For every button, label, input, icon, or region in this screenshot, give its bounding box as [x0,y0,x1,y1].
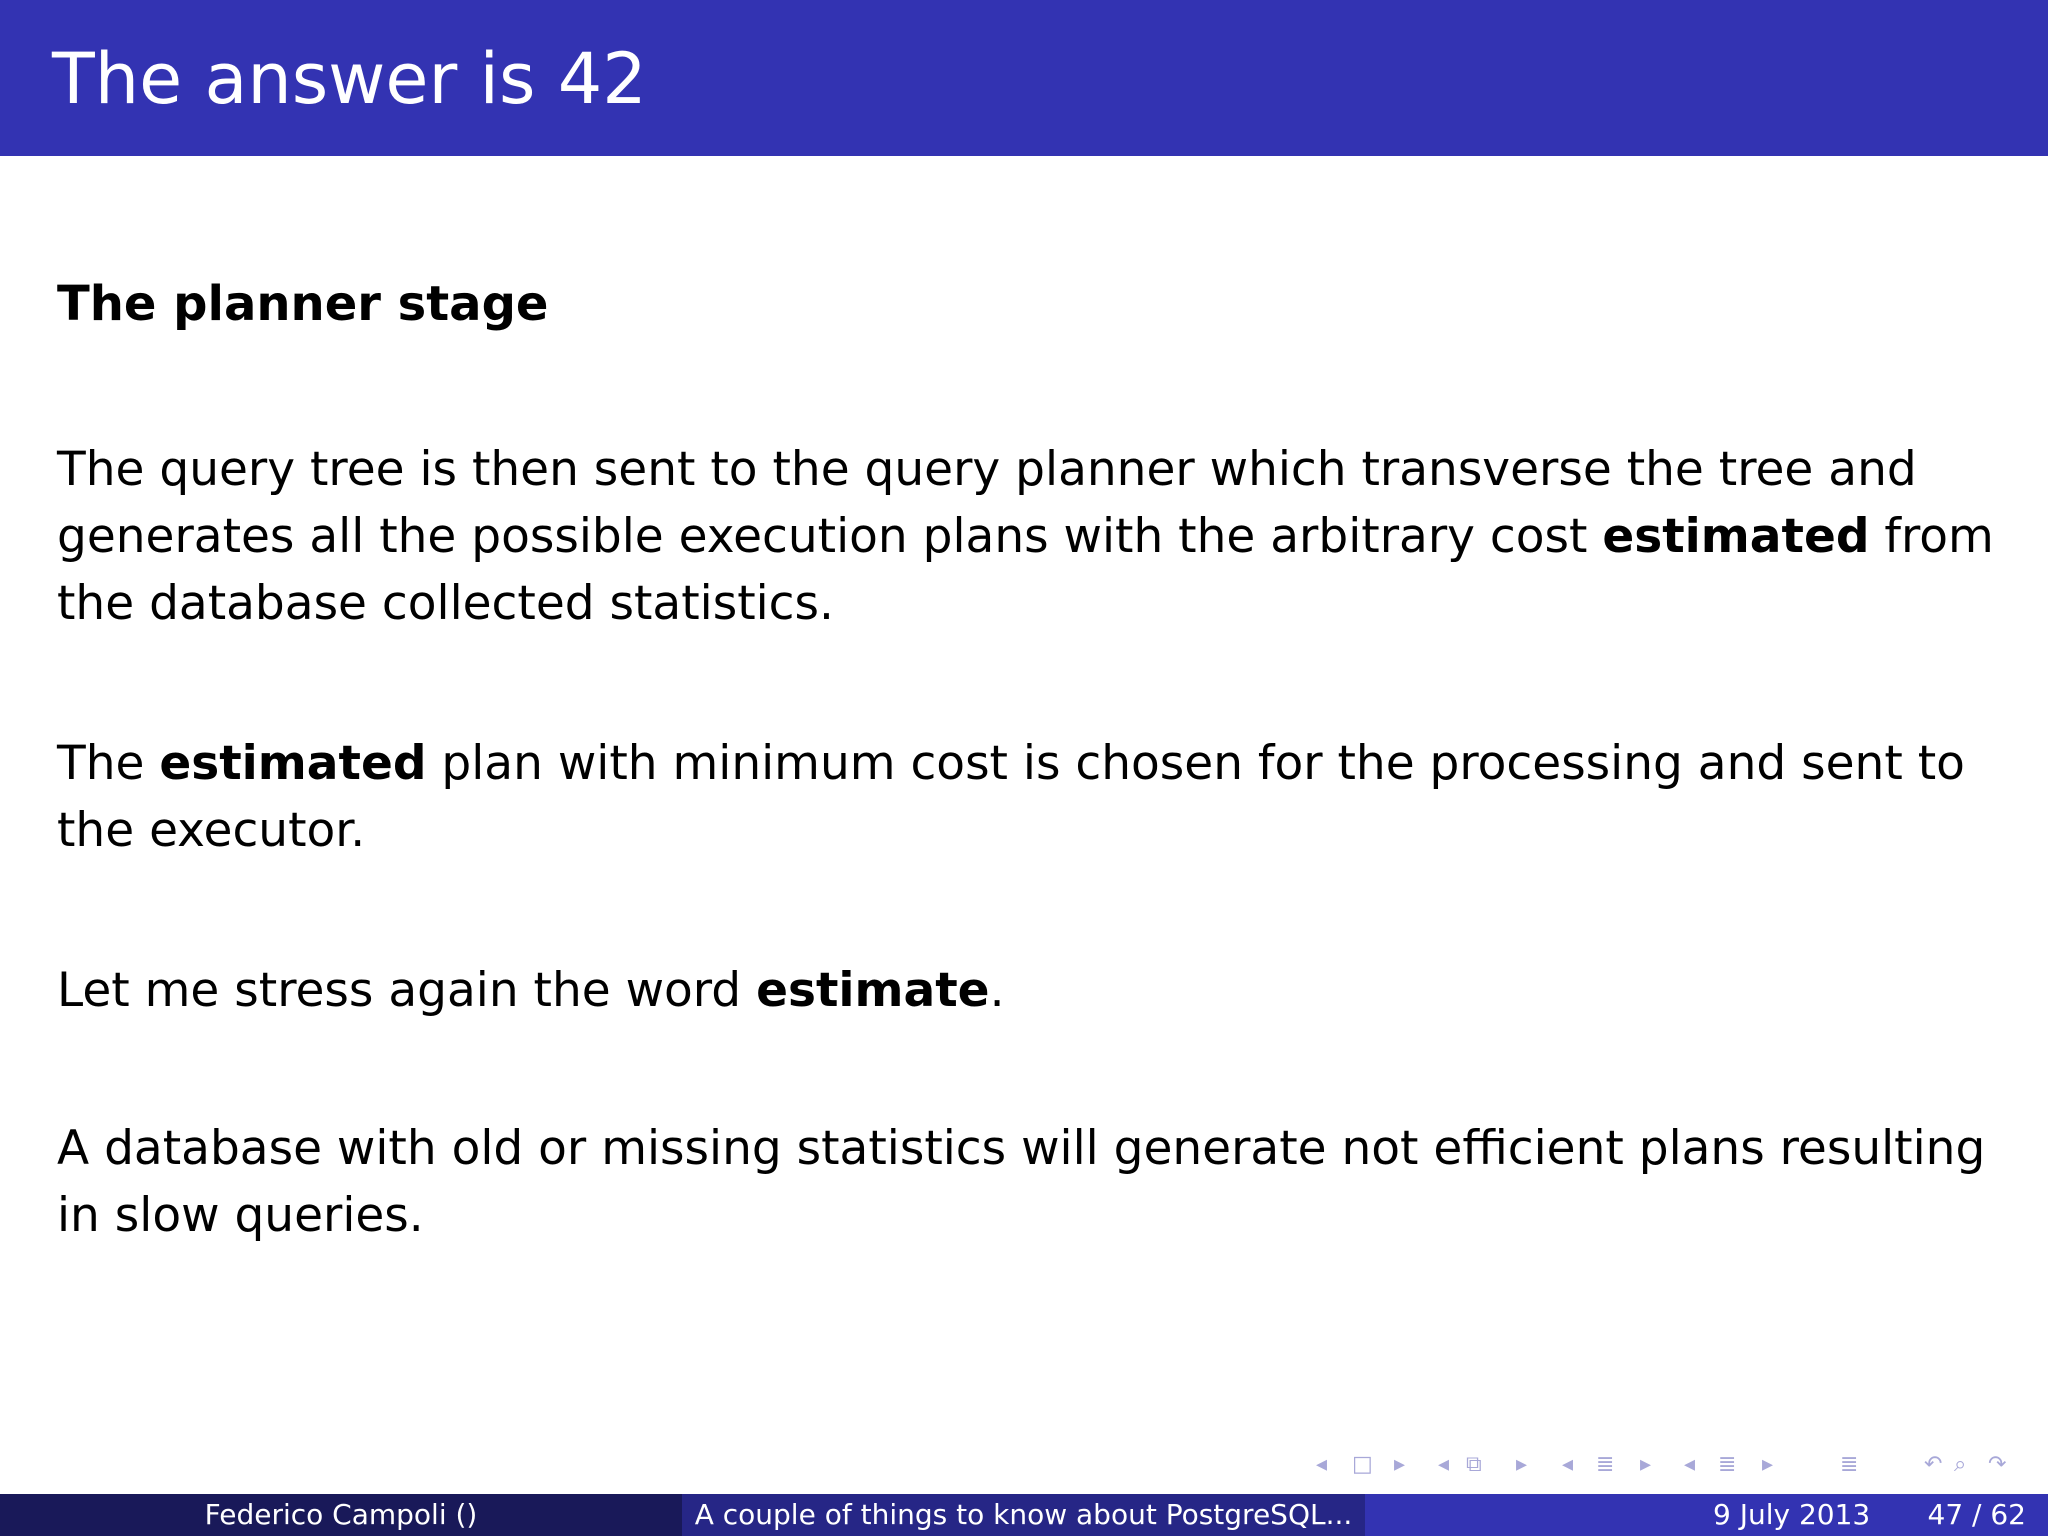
text-line: the executor. [57,803,366,858]
nav-document-icon[interactable]: ≣ [1718,1452,1737,1477]
nav-frame-icon[interactable]: □ [1352,1452,1373,1477]
nav-forward-icon[interactable]: ↷ [1988,1452,2007,1477]
text-line: The estimated plan with minimum cost is chosen for the processing and sent to [57,736,1965,791]
text-line: generates all the possible execution plans with the arbitrary cost estimated from [57,509,1994,564]
nav-appendix-icon[interactable]: ≣ [1840,1452,1859,1477]
nav-frame-prev-icon[interactable]: ◂ [1316,1452,1328,1477]
text-line: in slow queries. [57,1188,424,1243]
footer-author: Federico Campoli () [0,1494,682,1536]
nav-search-icon[interactable]: ⌕ [1954,1452,1967,1477]
beamer-navigation [0,1452,2048,1478]
emphasis-estimated: estimated [1602,509,1870,564]
emphasis-estimate: estimate [756,963,990,1018]
paragraph-missing-statistics [57,1115,2017,1249]
footer-page-number: 47 / 62 [1927,1498,2026,1531]
nav-subsection-prev-icon[interactable]: ◂ [1438,1452,1450,1477]
text-line: Let me stress again the word estimate. [57,963,1005,1018]
slide-title: The answer is 42 [52,38,647,120]
emphasis-estimated: estimated [159,736,427,791]
paragraph-chosen-plan [57,730,2017,864]
title-bar [0,0,2048,156]
text-line: The query tree is then sent to the query planner which transverse the tree and [57,442,1917,497]
nav-section-icon[interactable]: ≣ [1596,1452,1615,1477]
footer-talk-title: A couple of things to know about PostgreSQL... [682,1494,1365,1536]
paragraph-planner [57,436,2017,637]
nav-section-prev-icon[interactable]: ◂ [1562,1452,1574,1477]
text-line: the database collected statistics. [57,576,834,631]
nav-document-next-icon[interactable]: ▸ [1762,1452,1774,1477]
footer-date: 9 July 2013 [1713,1498,1871,1531]
footer [0,1494,2048,1536]
nav-document-prev-icon[interactable]: ◂ [1684,1452,1696,1477]
footer-info [1365,1494,2048,1536]
nav-back-icon[interactable]: ↶ [1924,1452,1943,1477]
nav-frame-next-icon[interactable]: ▸ [1394,1452,1406,1477]
text-line: A database with old or missing statistics will generate not efficient plans resulting [57,1121,1986,1176]
nav-subsection-next-icon[interactable]: ▸ [1516,1452,1528,1477]
paragraph-stress-estimate [57,957,2017,1024]
slide-subtitle: The planner stage [57,276,549,332]
nav-section-next-icon[interactable]: ▸ [1640,1452,1652,1477]
nav-subsection-icon[interactable]: ⧉ [1466,1452,1482,1477]
